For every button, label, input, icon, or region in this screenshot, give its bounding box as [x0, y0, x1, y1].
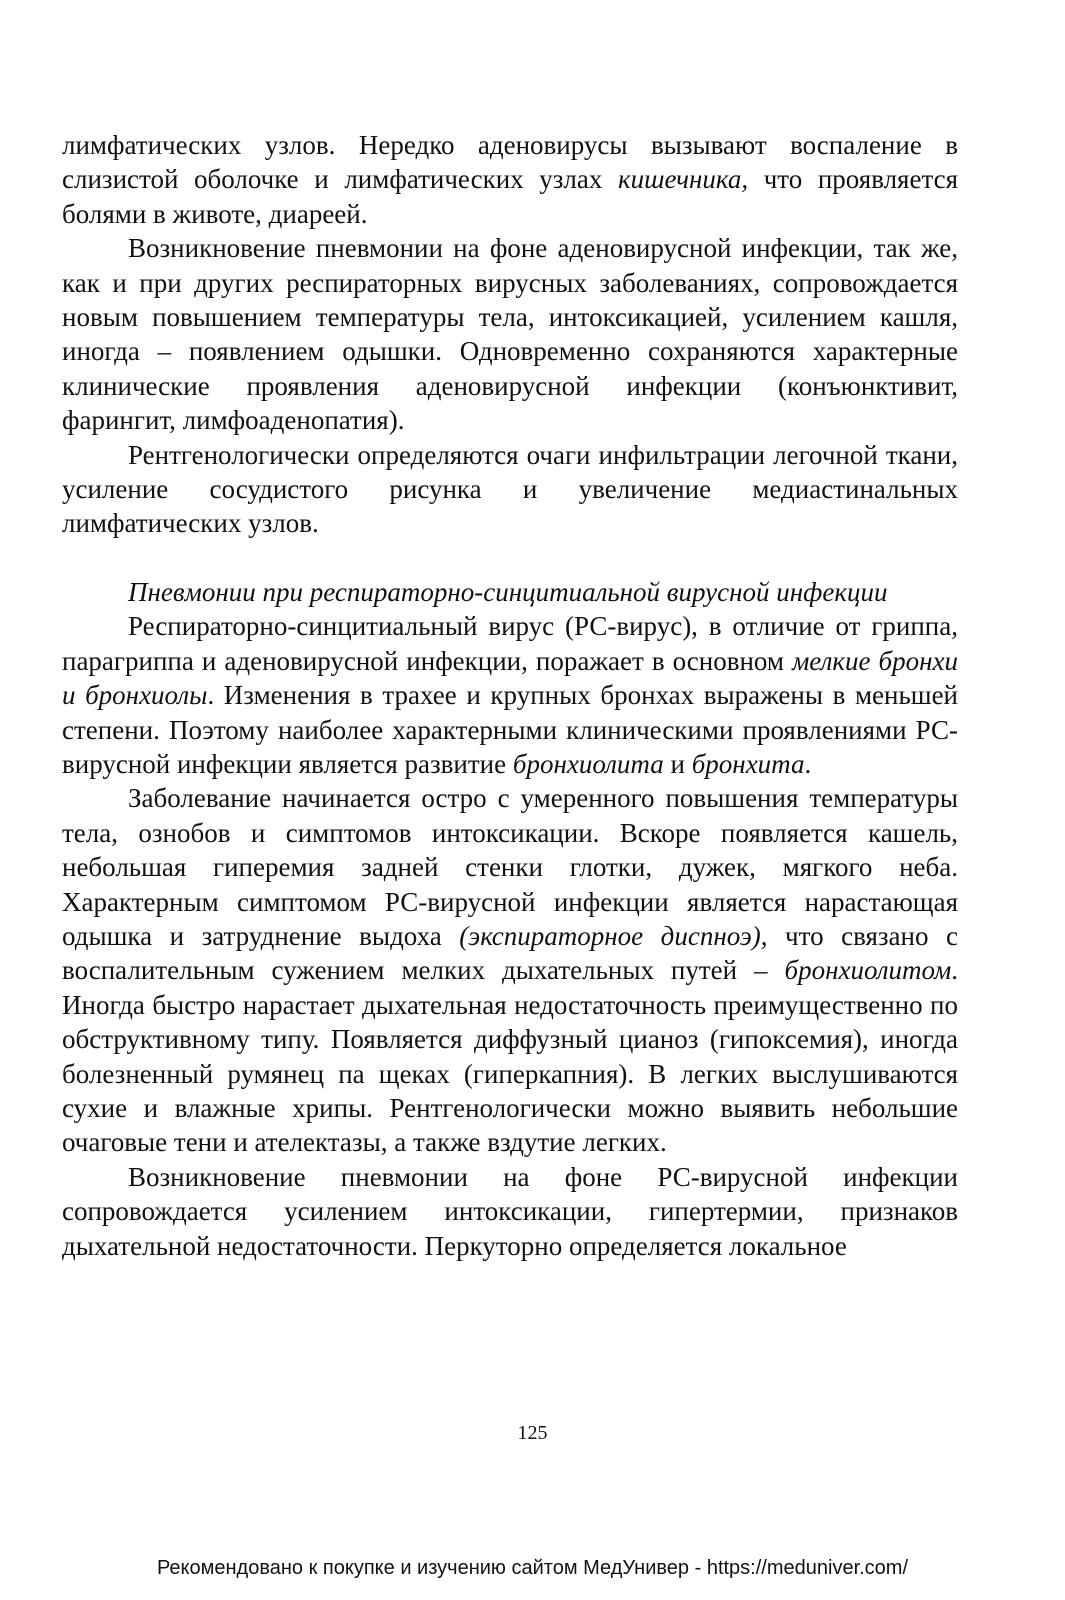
page-body [62, 128, 958, 1263]
page-number: 125 [517, 1422, 548, 1444]
paragraph-radiology: Рентгенологически определяются очаги инфильтрации легочной ткани, усиление сосудистого рисунка и увеличение медиастинальных лимфатических узлов. [62, 439, 958, 539]
italic-term-bronchiolitis: бронхиолитом [784, 955, 952, 986]
footer-recommendation: Рекомендовано к покупке и изучению сайтом МедУнивер - https://meduniver.com/ [156, 1557, 909, 1579]
paragraph-text: . [804, 748, 812, 779]
paragraph-pneumonia-adenovirus: Возникновение пневмонии на фоне аденовирусной инфекции, так же, как и при других респираторных вирусных заболеваниях, сопровождается новым повышением температуры тела, интоксикацией, усилением кашля, иногда – появлением одышки. Одновременно сохраняются характерные клинические проявления аденовирусной инфекции (конъюнктивит, фарингит, лимфоаденопатия). [62, 233, 958, 436]
paragraph-pneumonia-rs: Возникновение пневмонии на фоне РС-вирусной инфекции сопровождается усилением интоксикации, гипертермии, признаков дыхательной недостаточности. Перкуторно определяется локальное [62, 1161, 958, 1261]
paragraph-text: что связано с воспалительным сужением мелких дыхательных путей – [62, 920, 958, 986]
paragraph-text-tail: что проявляется болями в животе, диареей. [62, 164, 958, 229]
paragraph-text: . Иногда быстро нарастает дыхательная недостаточность преимущественно по обструктивному типу. Появляется диффузный цианоз (гипоксемия), иногда болезненный румянец па щеках (гиперкапния). В легких выслушиваются сухие и влажные хрипы. Рентгенологически можно выявить небольшие очаговые тени и ателектазы, а также вздутие легких. [62, 955, 958, 1158]
italic-term-intestine: кишечника, [617, 164, 749, 195]
paragraph-text: Респираторно-синцитиальный вирус (РС-вирус), в отличие от гриппа, парагриппа и аденовирусной инфекции, поражает в основном [62, 611, 958, 676]
paragraph-lymph-nodes [62, 128, 958, 231]
section-heading: Пневмонии при респираторно-синцитиальной вирусной инфекции [128, 576, 888, 607]
italic-term-bronchitis: бронхита [691, 748, 805, 779]
paragraph-disease-onset [62, 781, 958, 1159]
paragraph-text: Заболевание начинается остро с умеренного повышения температуры тела, ознобов и симптомов интоксикации. Вскоре появляется кашель, небольшая гиперемия задней стенки глотки, дужек, мягкого неба. Характерным симптомом РС-вирусной инфекции является нарастающая одышка и затруднение выдоха [62, 783, 958, 951]
italic-term-expiratory-dyspnea: (экспираторное диспноэ), [459, 920, 768, 951]
paragraph-text: . Изменения в трахее и крупных бронхах выражены в меньшей степени. Поэтому наиболее характерными клиническими проявлениями РС-вирусной инфекции является развитие [62, 680, 959, 779]
paragraph-text: и [663, 748, 692, 779]
italic-term-bronchiolitis: бронхиолита [512, 748, 664, 779]
paragraph-text: лимфатических узлов. Нередко аденовирусы вызывают воспаление в слизистой оболочке и лимфатических узлах [62, 130, 958, 195]
italic-term-small-bronchi: мелкие бронхи и бронхиолы [62, 645, 958, 711]
paragraph-rs-virus [62, 609, 958, 781]
